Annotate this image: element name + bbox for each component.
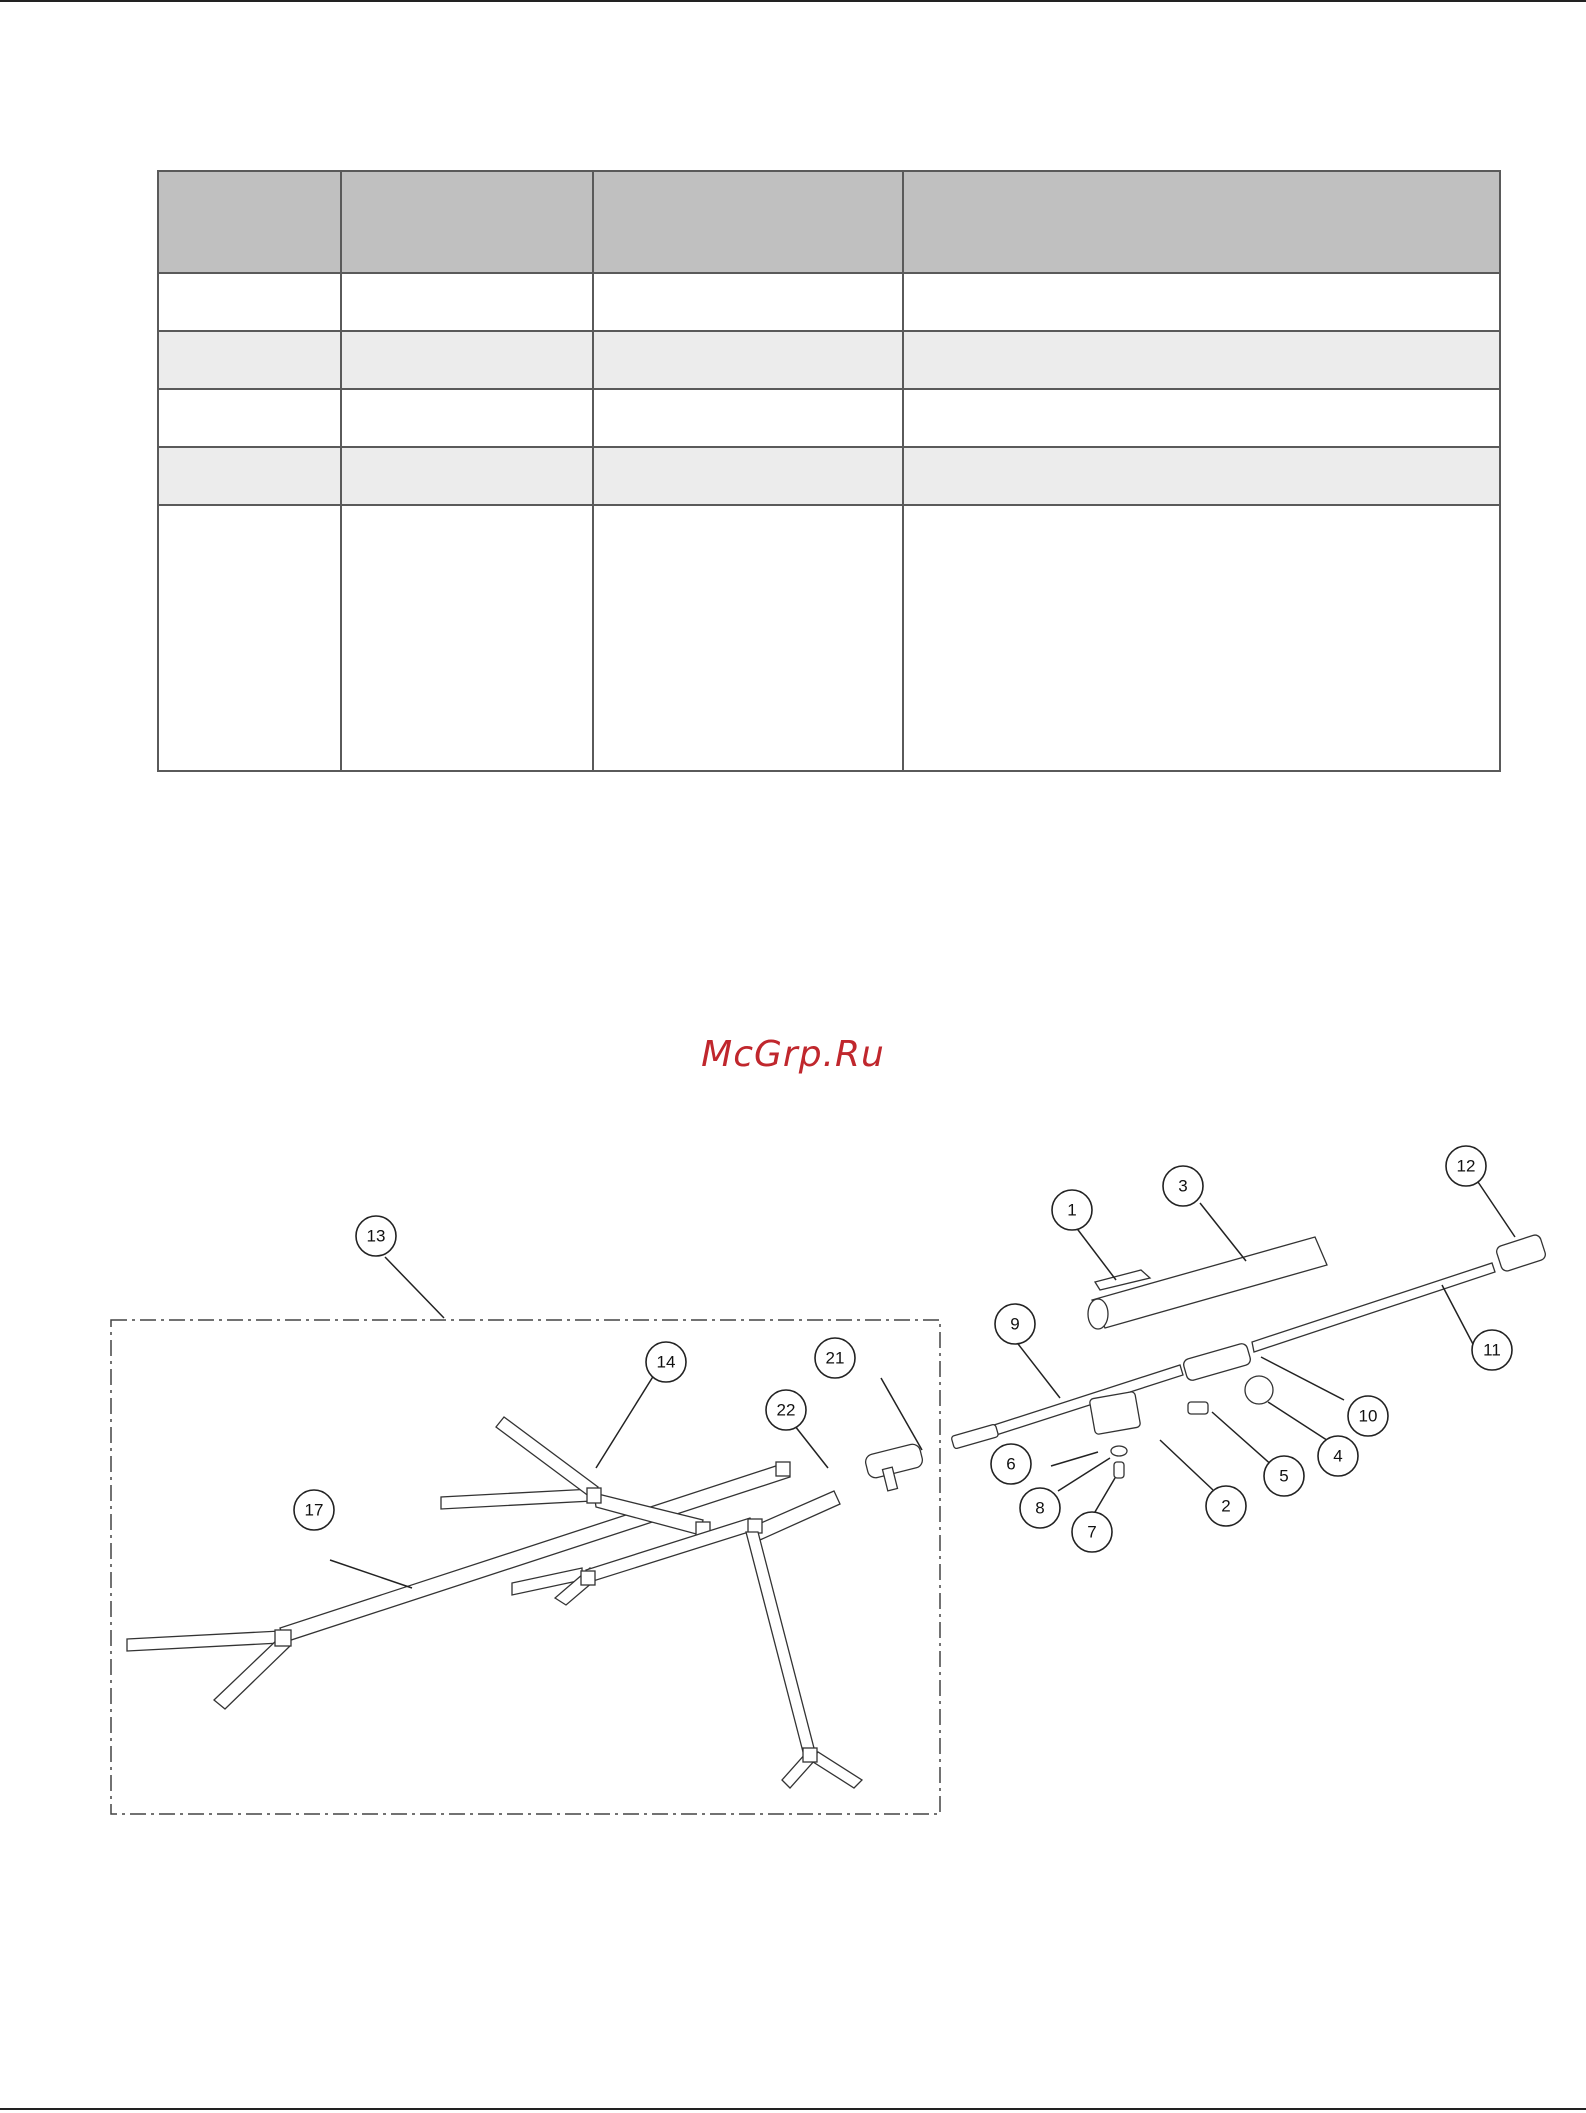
callout-8 bbox=[1020, 1488, 1060, 1528]
boom-tee-fitting bbox=[275, 1630, 291, 1646]
callout-label: 3 bbox=[1178, 1176, 1188, 1196]
wand-tip bbox=[951, 1424, 999, 1449]
callout-label: 9 bbox=[1010, 1314, 1020, 1334]
leader-line bbox=[1092, 1478, 1115, 1517]
boom-tee-fitting bbox=[587, 1488, 601, 1503]
boom-arm-tube bbox=[496, 1417, 598, 1497]
valve-spring bbox=[1188, 1402, 1208, 1414]
callout-1 bbox=[1052, 1190, 1092, 1230]
callout-4 bbox=[1318, 1436, 1358, 1476]
callout-11 bbox=[1472, 1330, 1512, 1370]
callout-label: 13 bbox=[366, 1226, 386, 1246]
callout-6 bbox=[991, 1444, 1031, 1484]
boom-arm-tube bbox=[214, 1637, 290, 1709]
callout-label: 6 bbox=[1006, 1454, 1016, 1474]
boom-tee-fitting bbox=[776, 1462, 790, 1476]
leader-lines bbox=[330, 1176, 1515, 1588]
valve-pin bbox=[1114, 1462, 1124, 1478]
callout-label: 21 bbox=[825, 1348, 845, 1368]
callout-3 bbox=[1163, 1166, 1203, 1206]
callout-label: 7 bbox=[1087, 1522, 1097, 1542]
callout-label: 12 bbox=[1456, 1156, 1476, 1176]
boom-tee-fitting bbox=[581, 1571, 595, 1585]
callout-21 bbox=[815, 1338, 855, 1378]
callout-13 bbox=[356, 1216, 396, 1256]
leader-line bbox=[1051, 1452, 1098, 1466]
callout-label: 8 bbox=[1035, 1498, 1045, 1518]
callout-14 bbox=[646, 1342, 686, 1382]
callout-5 bbox=[1264, 1456, 1304, 1496]
callout-12 bbox=[1446, 1146, 1486, 1186]
callout-label: 2 bbox=[1221, 1496, 1231, 1516]
leader-line bbox=[1072, 1222, 1116, 1280]
leader-line bbox=[330, 1560, 412, 1588]
leader-line bbox=[1474, 1176, 1515, 1237]
leader-line bbox=[1442, 1285, 1474, 1346]
callout-label: 5 bbox=[1279, 1466, 1289, 1486]
boom-drop-tube bbox=[746, 1532, 815, 1752]
leader-line bbox=[1200, 1203, 1246, 1261]
callout-22 bbox=[766, 1390, 806, 1430]
callout-label: 1 bbox=[1067, 1200, 1077, 1220]
wand-assembly bbox=[951, 1234, 1547, 1478]
watermark: McGrp.Ru bbox=[701, 1034, 885, 1075]
subassembly-boundary bbox=[111, 1320, 940, 1814]
handle-cover-opening bbox=[1088, 1299, 1108, 1329]
callout-label: 10 bbox=[1358, 1406, 1378, 1426]
callout-7 bbox=[1072, 1512, 1112, 1552]
leader-line bbox=[1015, 1340, 1060, 1398]
callout-2 bbox=[1206, 1486, 1246, 1526]
boom-tee-fitting bbox=[748, 1519, 762, 1533]
leader-line bbox=[881, 1378, 922, 1450]
leader-line bbox=[385, 1257, 444, 1318]
valve-body bbox=[1089, 1391, 1141, 1434]
boom-arm-tube bbox=[810, 1752, 862, 1788]
leader-line bbox=[596, 1375, 654, 1468]
leader-line bbox=[791, 1421, 828, 1468]
wand-coupling bbox=[1182, 1342, 1252, 1381]
main-boom-tube bbox=[280, 1463, 790, 1642]
leader-line bbox=[1261, 1357, 1344, 1400]
wand-end-cap bbox=[1495, 1234, 1547, 1273]
callout-label: 22 bbox=[776, 1400, 796, 1420]
boom-tee-fitting bbox=[803, 1748, 817, 1762]
boom-assembly bbox=[127, 1417, 924, 1788]
boom-arm-tube bbox=[127, 1631, 280, 1651]
leader-line bbox=[1058, 1458, 1110, 1491]
leader-line bbox=[1160, 1440, 1213, 1490]
callout-label: 17 bbox=[304, 1500, 324, 1520]
leader-line bbox=[1212, 1412, 1274, 1467]
callout-label: 14 bbox=[656, 1352, 676, 1372]
valve-knob bbox=[1245, 1376, 1273, 1404]
callout-label: 4 bbox=[1333, 1446, 1343, 1466]
callout-label: 11 bbox=[1483, 1340, 1501, 1360]
washer bbox=[1111, 1446, 1127, 1456]
callout-17 bbox=[294, 1490, 334, 1530]
boom-arm-tube bbox=[441, 1489, 592, 1509]
callout-9 bbox=[995, 1304, 1035, 1344]
bottom-rule bbox=[0, 2108, 1586, 2110]
callout-10 bbox=[1348, 1396, 1388, 1436]
